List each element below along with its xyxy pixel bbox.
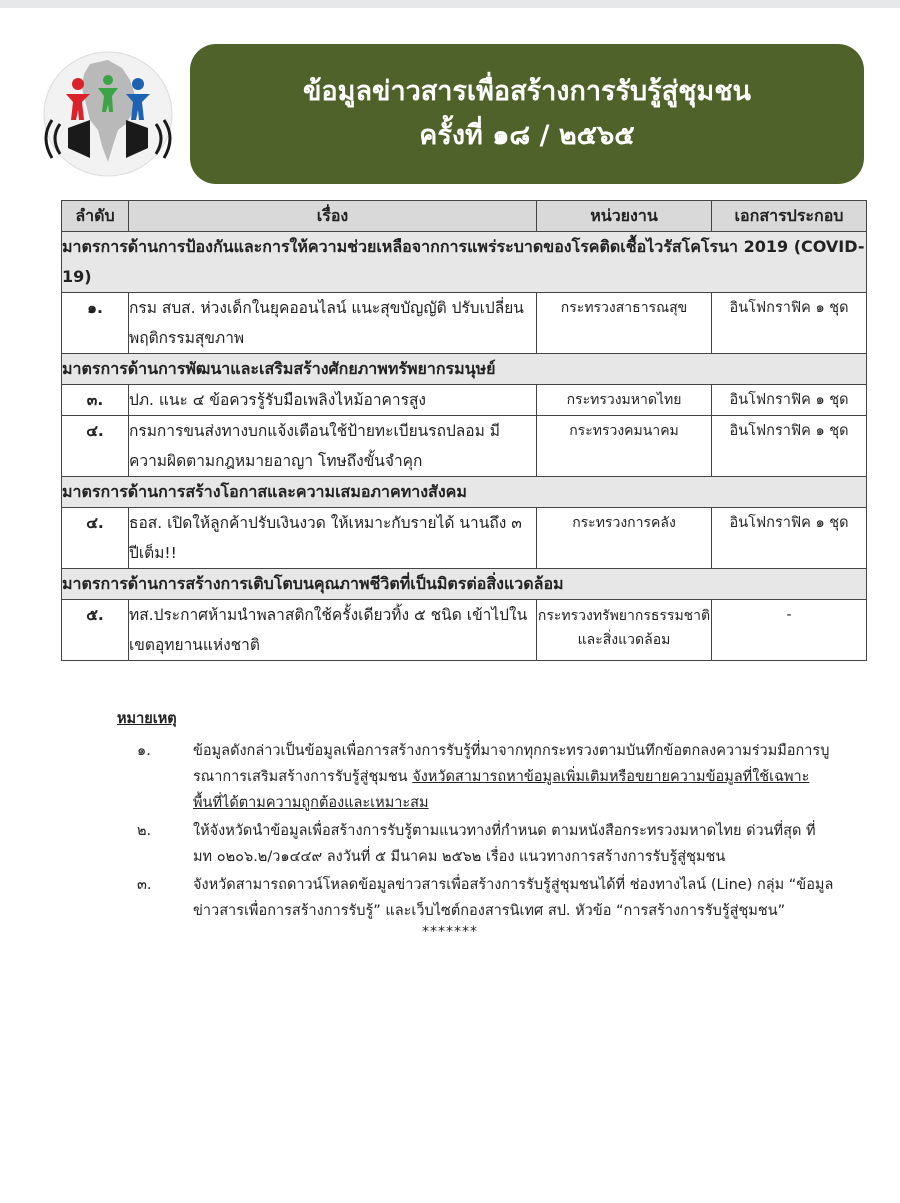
row-agency: กระทรวงคมนาคม <box>537 416 712 477</box>
row-agency: กระทรวงทรัพยากรธรรมชาติและสิ่งแวดล้อม <box>537 600 712 661</box>
row-document: - <box>712 600 867 661</box>
row-number: ๓. <box>62 385 129 416</box>
row-document: อินโฟกราฟิค ๑ ชุด <box>712 385 867 416</box>
row-document: อินโฟกราฟิค ๑ ชุด <box>712 293 867 354</box>
table-row <box>62 416 867 477</box>
column-header: ลำดับ <box>62 201 129 232</box>
note-number: ๓. <box>137 877 152 893</box>
row-title: ปภ. แนะ ๔ ข้อควรรู้รับมือเพลิงไหม้อาคารสูง <box>129 385 537 416</box>
note-text: จังหวัดสามารถดาวน์โหลดข้อมูลข่าวสารเพื่อสร้างการรับรู้สู่ชุมชนได้ที่ ช่องทางไลน์ (Line) กลุ่ม “ข้อมูลข่าวสารเพื่อการสร้างการรับรู้” และเว็บไซต์กองสารนิเทศ สป. หัวข้อ “การสร้างการรับรู้สู่ชุมชน” <box>193 877 834 919</box>
note-item <box>117 738 837 816</box>
row-agency: กระทรวงมหาดไทย <box>537 385 712 416</box>
note-number: ๒. <box>137 823 152 839</box>
section-title: มาตรการด้านการสร้างการเติบโตบนคุณภาพชีวิตที่เป็นมิตรต่อสิ่งแวดล้อม <box>62 569 867 600</box>
row-number: ๔. <box>62 416 129 477</box>
notes-heading: หมายเหตุ <box>117 711 177 727</box>
section-row <box>62 232 867 293</box>
notes-section <box>117 706 837 926</box>
column-header: หน่วยงาน <box>537 201 712 232</box>
section-row <box>62 477 867 508</box>
table-header-row <box>62 201 867 232</box>
note-underlined-text: จังหวัดสามารถหาข้อมูลเพิ่มเติมหรือขยายความข้อมูลที่ใช้เฉพาะพื้นที่ได้ตามความถูกต้องและเหมาะสม <box>193 769 810 811</box>
section-title: มาตรการด้านการพัฒนาและเสริมสร้างศักยภาพทรัพยากรมนุษย์ <box>62 354 867 385</box>
row-document: อินโฟกราฟิค ๑ ชุด <box>712 508 867 569</box>
note-text: ให้จังหวัดนำข้อมูลเพื่อสร้างการรับรู้ตามแนวทางที่กำหนด ตามหนังสือกระทรวงมหาดไทย ด่วนที่สุด ที่ มท ๐๒๐๖.๒/ว๑๔๔๙ ลงวันที่ ๕ มีนาคม ๒๕๖๒ เรื่อง แนวทางการสร้างการรับรู้สู่ชุมชน <box>193 823 816 865</box>
note-text: ข้อมูลดังกล่าวเป็นข้อมูลเพื่อการสร้างการรับรู้ที่มาจากทุกกระทรวงตามบันทึกข้อตกลงความร่วมมือการบูรณาการเสริมสร้างการรับรู้สู่ชุมชน <box>193 743 830 785</box>
row-title: กรมการขนส่งทางบกแจ้งเตือนใช้ป้ายทะเบียนรถปลอม มีความผิดตามกฎหมายอาญา โทษถึงขั้นจำคุก <box>129 416 537 477</box>
row-agency: กระทรวงการคลัง <box>537 508 712 569</box>
page-title: ข้อมูลข่าวสารเพื่อสร้างการรับรู้สู่ชุมชน <box>302 76 752 107</box>
note-item <box>117 872 837 924</box>
title-banner <box>190 44 864 184</box>
table-row <box>62 293 867 354</box>
row-number: ๕. <box>62 600 129 661</box>
row-title: กรม สบส. ห่วงเด็กในยุคออนไลน์ แนะสุขบัญญัติ ปรับเปลี่ยนพฤติกรรมสุขภาพ <box>129 293 537 354</box>
table-row <box>62 600 867 661</box>
news-table <box>61 200 867 661</box>
row-agency: กระทรวงสาธารณสุข <box>537 293 712 354</box>
row-number: ๔. <box>62 508 129 569</box>
end-mark: ******* <box>422 924 478 940</box>
community-logo-icon <box>38 50 178 180</box>
row-title: ธอส. เปิดให้ลูกค้าปรับเงินงวด ให้เหมาะกับรายได้ นานถึง ๓ ปีเต็ม!! <box>129 508 537 569</box>
note-item <box>117 818 837 870</box>
section-title: มาตรการด้านการสร้างโอกาสและความเสมอภาคทางสังคม <box>62 477 867 508</box>
column-header: เรื่อง <box>129 201 537 232</box>
top-bar <box>0 0 900 8</box>
row-title: ทส.ประกาศห้ามนำพลาสติกใช้ครั้งเดียวทิ้ง ๕ ชนิด เข้าไปในเขตอุทยานแห่งชาติ <box>129 600 537 661</box>
issue-number: ครั้งที่ ๑๘ / ๒๕๖๕ <box>419 120 635 151</box>
section-row <box>62 354 867 385</box>
column-header: เอกสารประกอบ <box>712 201 867 232</box>
section-title: มาตรการด้านการป้องกันและการให้ความช่วยเหลือจากการแพร่ระบาดของโรคติดเชื้อไวรัสโคโรนา 2019 (COVID-19) <box>62 232 867 293</box>
section-row <box>62 569 867 600</box>
row-document: อินโฟกราฟิค ๑ ชุด <box>712 416 867 477</box>
row-number: ๑. <box>62 293 129 354</box>
table-row <box>62 385 867 416</box>
note-number: ๑. <box>137 743 151 759</box>
table-row <box>62 508 867 569</box>
